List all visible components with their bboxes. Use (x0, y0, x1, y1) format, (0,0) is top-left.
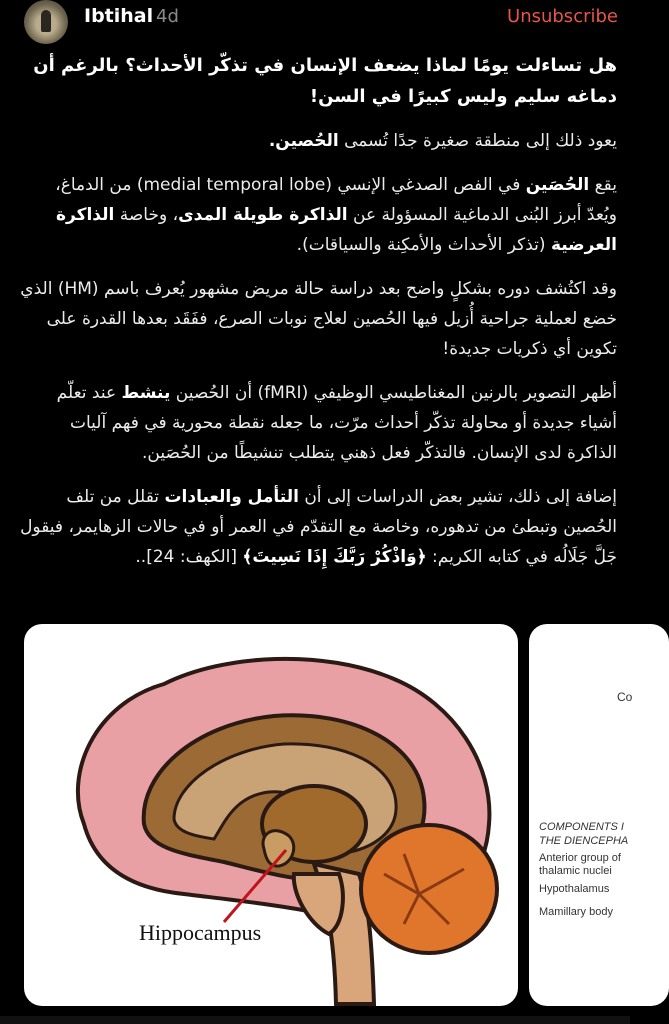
image2-label-mamillary: Mamillary body (539, 906, 613, 918)
unsubscribe-button[interactable]: Unsubscribe (507, 6, 618, 27)
image2-label-components: COMPONENTS I (539, 821, 624, 833)
image2-label-thalamic: thalamic nuclei (539, 865, 612, 877)
post-body (20, 50, 617, 586)
post-time: 4d (156, 6, 179, 27)
diencephalon-image-card[interactable] (529, 624, 669, 1006)
post-paragraph-3: يقع الحُصَين في الفص الصدغي الإنسي (medial temporal lobe) من الدماغ، ويُعدّ أبرز البُنى الدماغية المسؤولة عن الذاكرة طويلة المدى، وخاصة الذاكرة العرضية (تذكر الأحداث والأمكِنة والسياقات). (55, 175, 617, 255)
image2-label-diencephalon: THE DIENCEPHA (539, 835, 629, 847)
brain-image-card[interactable] (24, 624, 518, 1006)
post-paragraph-1: هل تساءلت يومًا لماذا يضعف الإنسان في تذكّر الأحداث؟ بالرغم أن دماغه سليم وليس كبيرًا في السن! (33, 55, 617, 107)
post-header (0, 0, 630, 44)
image2-label-co: Co (617, 690, 633, 704)
avatar[interactable] (24, 0, 68, 44)
post-paragraph-6: إضافة إلى ذلك، تشير بعض الدراسات إلى أن التأمل والعبادات تقلل من تلف الحُصين وتبطئ من تدهوره، وخاصة مع التقدّم في العمر أو في حالات الزهايمر، فيقول جَلَّ جَلَالُه في كتابه الكريم: ﴿وَاذْكُرْ رَبَّكَ إِذَا نَسِيتَ﴾ [الكهف: 24].. (20, 487, 617, 567)
image2-label-hypothalamus: Hypothalamus (539, 883, 610, 895)
post-paragraph-2: يعود ذلك إلى منطقة صغيرة جدًا تُسمى الحُصين. (268, 131, 617, 151)
brain-illustration (24, 624, 518, 1006)
post-paragraph-4: وقد اكتُشف دوره بشكلٍ واضح بعد دراسة حالة مريض مشهور يُعرف باسم (HM) الذي خضع لعملية جراحية أُزيل فيها الحُصين لعلاج نوبات الصرع، ففَقَد بعدها القدرة على تكوين أي ذكريات جديدة! (20, 279, 617, 359)
post-paragraph-5: أظهر التصوير بالرنين المغناطيسي الوظيفي (fMRI) أن الحُصين ينشط عند تعلّم أشياء جديدة أو محاولة تذكّر أحداث مرّت، ما جعله نقطة محورية في فهم آليات الذاكرة لدى الإنسان. فالتذكّر فعل ذهني يتطلب تنشيطًا من الحُصَين. (56, 383, 617, 463)
hippocampus-label: Hippocampus (139, 920, 262, 945)
bottom-separator (0, 1016, 630, 1024)
image2-label-anterior: Anterior group of (539, 852, 621, 864)
author-name[interactable]: Ibtihal (84, 5, 154, 27)
